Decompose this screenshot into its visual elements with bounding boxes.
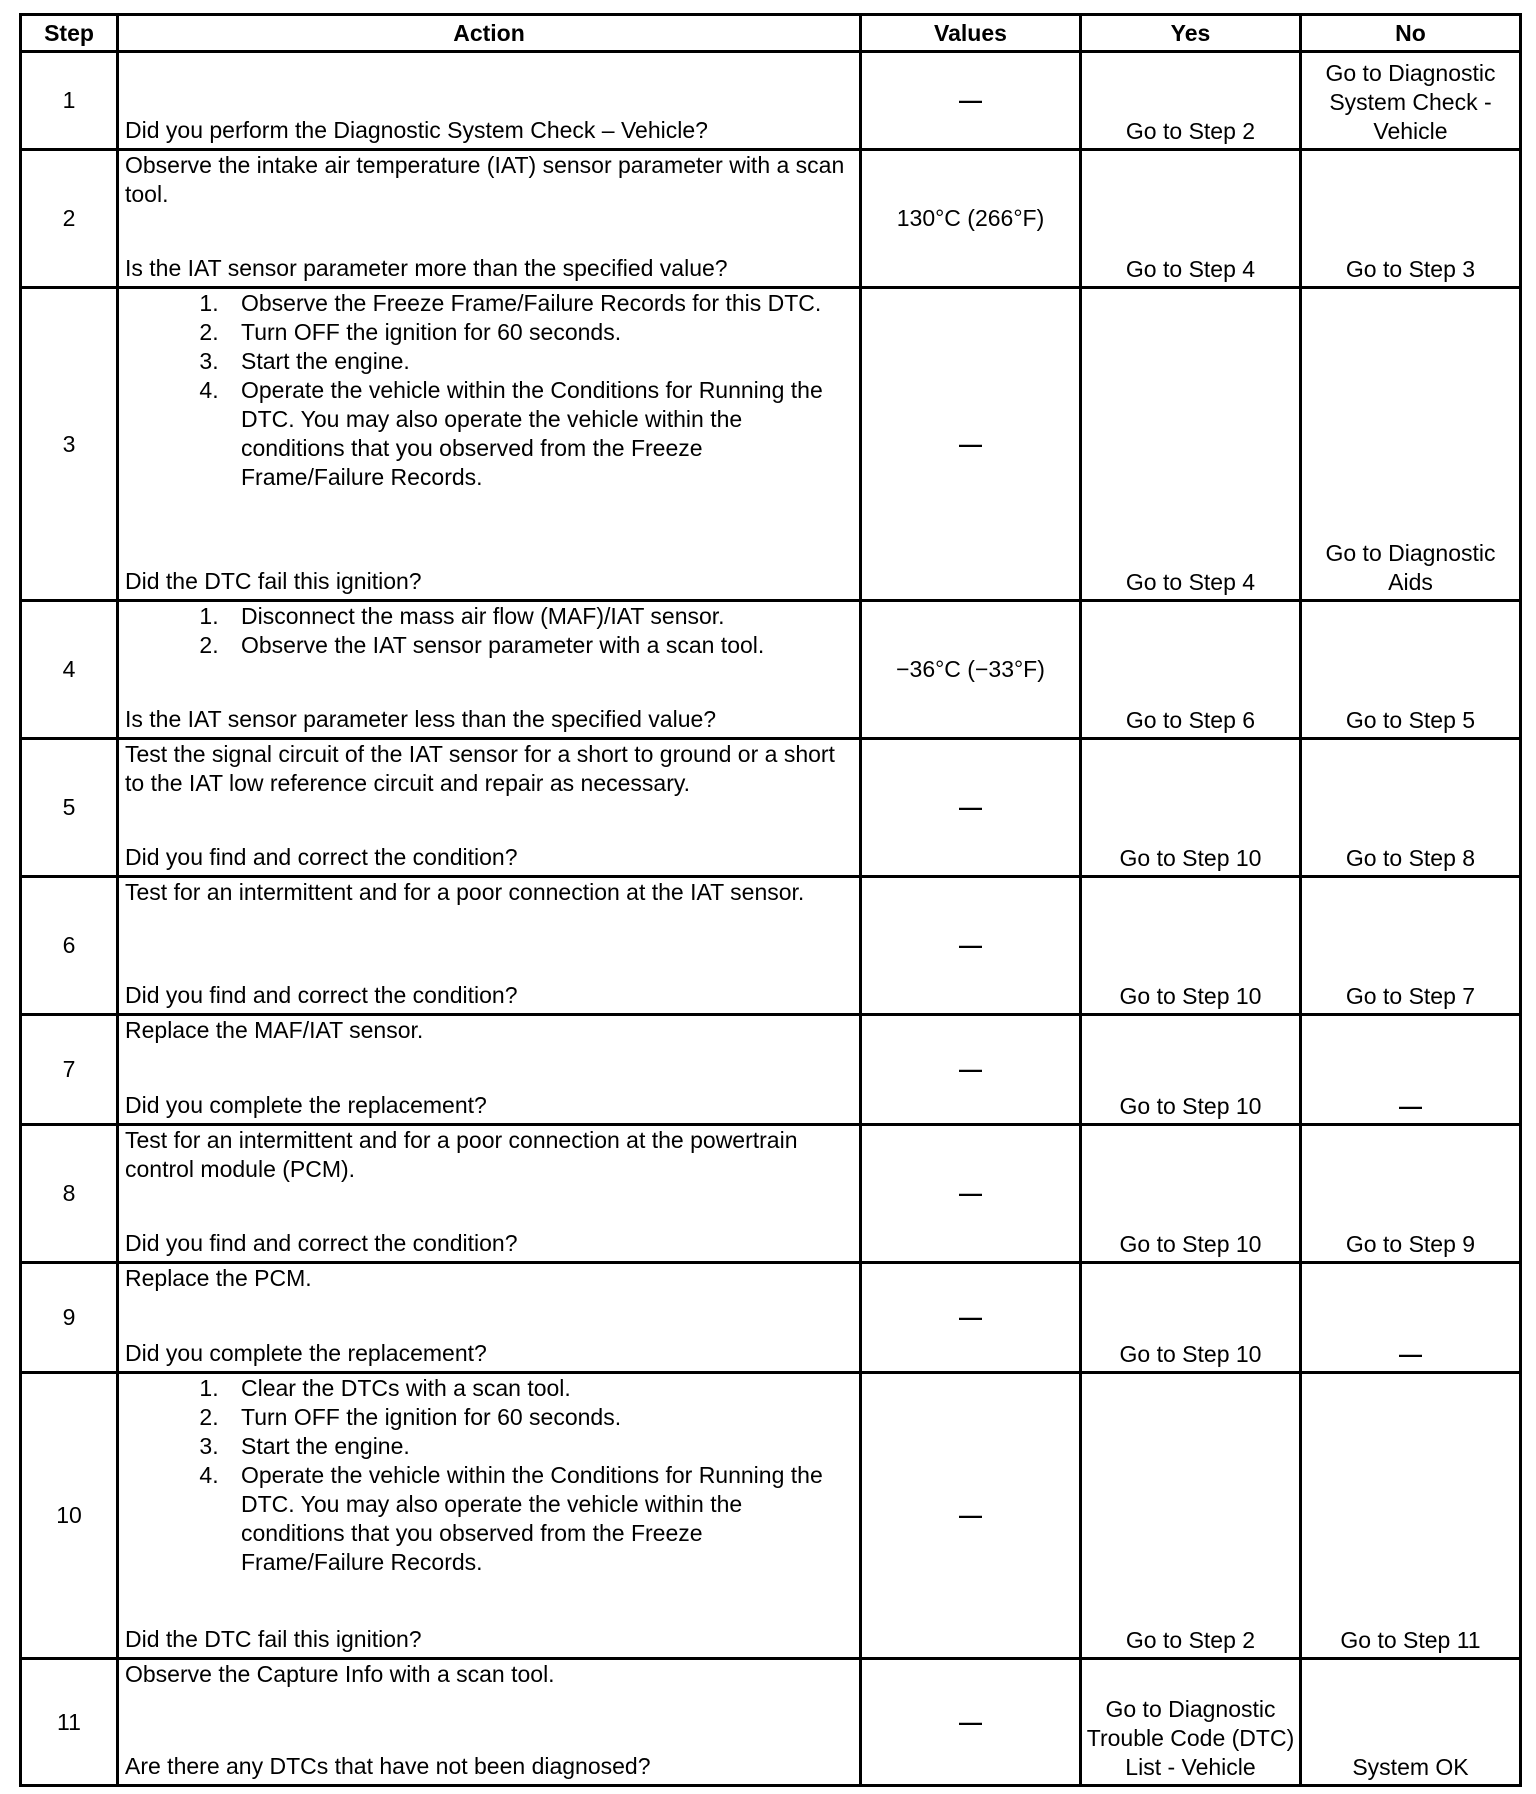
value-cell: —: [861, 1015, 1081, 1125]
yes-outcome: Go to Step 10: [1081, 877, 1301, 1015]
procedure-step: 4. Operate the vehicle within the Conditions for Running the DTC. You may also operate the vehicle within the conditions that you observed from the Freeze Frame/Failure Records.: [225, 376, 851, 492]
action-cell: [118, 1263, 861, 1373]
value-cell: —: [861, 52, 1081, 150]
action-question: Is the IAT sensor parameter more than the specified value?: [125, 255, 728, 281]
action-instruction: Replace the PCM.: [125, 1265, 312, 1291]
table-row: [21, 150, 1521, 288]
action-instruction: Replace the MAF/IAT sensor.: [125, 1017, 424, 1043]
procedure-step: 2. Observe the IAT sensor parameter with a scan tool.: [225, 631, 851, 660]
table-row: [21, 1015, 1521, 1125]
action-cell: [118, 150, 861, 288]
action-cell: [118, 1015, 861, 1125]
value-cell: —: [861, 1125, 1081, 1263]
yes-outcome: Go to Step 10: [1081, 739, 1301, 877]
procedure-step: 1. Clear the DTCs with a scan tool.: [225, 1374, 851, 1403]
step-number: 5: [21, 739, 118, 877]
action-instruction: Test for an intermittent and for a poor connection at the IAT sensor.: [125, 879, 805, 905]
value-cell: —: [861, 1373, 1081, 1659]
action-question: Did you complete the replacement?: [125, 1092, 487, 1118]
no-outcome: Go to Step 5: [1301, 601, 1521, 739]
value-cell: —: [861, 877, 1081, 1015]
header-row: [21, 15, 1521, 52]
table-row: [21, 1125, 1521, 1263]
no-outcome: Go to Step 7: [1301, 877, 1521, 1015]
table-row: [21, 739, 1521, 877]
step-number: 2: [21, 150, 118, 288]
yes-outcome: Go to Step 10: [1081, 1015, 1301, 1125]
header-values: Values: [861, 15, 1081, 52]
no-outcome: Go to Diagnostic System Check - Vehicle: [1301, 52, 1521, 150]
procedure-step: 1. Observe the Freeze Frame/Failure Records for this DTC.: [225, 289, 851, 318]
no-outcome: —: [1301, 1015, 1521, 1125]
yes-outcome: Go to Step 2: [1081, 52, 1301, 150]
action-question: Is the IAT sensor parameter less than the specified value?: [125, 706, 717, 732]
step-number: 6: [21, 877, 118, 1015]
procedure-step: 3. Start the engine.: [225, 1432, 851, 1461]
action-cell: [118, 601, 861, 739]
procedure-list: [125, 1374, 851, 1577]
no-outcome: System OK: [1301, 1659, 1521, 1786]
action-cell: [118, 52, 861, 150]
diagnostic-table: [19, 13, 1522, 1787]
step-number: 7: [21, 1015, 118, 1125]
action-question: Did you find and correct the condition?: [125, 982, 518, 1008]
action-question: Did you complete the replacement?: [125, 1340, 487, 1366]
procedure-step: 1. Disconnect the mass air flow (MAF)/IAT sensor.: [225, 602, 851, 631]
yes-outcome: Go to Step 10: [1081, 1125, 1301, 1263]
step-number: 9: [21, 1263, 118, 1373]
value-cell: 130°C (266°F): [861, 150, 1081, 288]
table-row: [21, 288, 1521, 601]
header-yes: Yes: [1081, 15, 1301, 52]
action-cell: [118, 1659, 861, 1786]
action-question: Did you find and correct the condition?: [125, 844, 518, 870]
no-outcome: Go to Diagnostic Aids: [1301, 288, 1521, 601]
step-number: 11: [21, 1659, 118, 1786]
table-row: [21, 601, 1521, 739]
action-cell: [118, 877, 861, 1015]
table-row: [21, 1263, 1521, 1373]
header-no: No: [1301, 15, 1521, 52]
action-cell: [118, 288, 861, 601]
no-outcome: —: [1301, 1263, 1521, 1373]
step-number: 10: [21, 1373, 118, 1659]
no-outcome: Go to Step 9: [1301, 1125, 1521, 1263]
step-number: 1: [21, 52, 118, 150]
value-cell: −36°C (−33°F): [861, 601, 1081, 739]
action-question: Are there any DTCs that have not been diagnosed?: [125, 1753, 651, 1779]
action-cell: [118, 1373, 861, 1659]
action-cell: [118, 1125, 861, 1263]
procedure-step: 4. Operate the vehicle within the Conditions for Running the DTC. You may also operate the vehicle within the conditions that you observed from the Freeze Frame/Failure Records.: [225, 1461, 851, 1577]
value-cell: —: [861, 1263, 1081, 1373]
procedure-step: 2. Turn OFF the ignition for 60 seconds.: [225, 318, 851, 347]
no-outcome: Go to Step 3: [1301, 150, 1521, 288]
value-cell: —: [861, 1659, 1081, 1786]
header-action: Action: [118, 15, 861, 52]
action-instruction: Test the signal circuit of the IAT sensor for a short to ground or a short to the IAT low reference circuit and repair as necessary.: [125, 741, 835, 796]
step-number: 3: [21, 288, 118, 601]
action-instruction: Test for an intermittent and for a poor connection at the powertrain control module (PCM).: [125, 1127, 798, 1182]
procedure-list: [125, 602, 851, 660]
step-number: 8: [21, 1125, 118, 1263]
yes-outcome: Go to Step 10: [1081, 1263, 1301, 1373]
table-row: [21, 1373, 1521, 1659]
yes-outcome: Go to Step 6: [1081, 601, 1301, 739]
action-instruction: Observe the Capture Info with a scan tool.: [125, 1661, 555, 1687]
table-row: [21, 52, 1521, 150]
procedure-step: 3. Start the engine.: [225, 347, 851, 376]
no-outcome: Go to Step 8: [1301, 739, 1521, 877]
yes-outcome: Go to Step 4: [1081, 288, 1301, 601]
table-row: [21, 877, 1521, 1015]
action-question: Did you perform the Diagnostic System Check – Vehicle?: [125, 117, 708, 143]
no-outcome: Go to Step 11: [1301, 1373, 1521, 1659]
header-step: Step: [21, 15, 118, 52]
step-number: 4: [21, 601, 118, 739]
action-cell: [118, 739, 861, 877]
yes-outcome: Go to Step 4: [1081, 150, 1301, 288]
value-cell: —: [861, 739, 1081, 877]
table-body: [21, 52, 1521, 1786]
action-instruction: Observe the intake air temperature (IAT) sensor parameter with a scan tool.: [125, 152, 845, 207]
action-question: Did the DTC fail this ignition?: [125, 568, 422, 594]
yes-outcome: Go to Diagnostic Trouble Code (DTC) List - Vehicle: [1081, 1659, 1301, 1786]
yes-outcome: Go to Step 2: [1081, 1373, 1301, 1659]
action-question: Did the DTC fail this ignition?: [125, 1626, 422, 1652]
procedure-step: 2. Turn OFF the ignition for 60 seconds.: [225, 1403, 851, 1432]
table-row: [21, 1659, 1521, 1786]
value-cell: —: [861, 288, 1081, 601]
procedure-list: [125, 289, 851, 492]
action-question: Did you find and correct the condition?: [125, 1230, 518, 1256]
